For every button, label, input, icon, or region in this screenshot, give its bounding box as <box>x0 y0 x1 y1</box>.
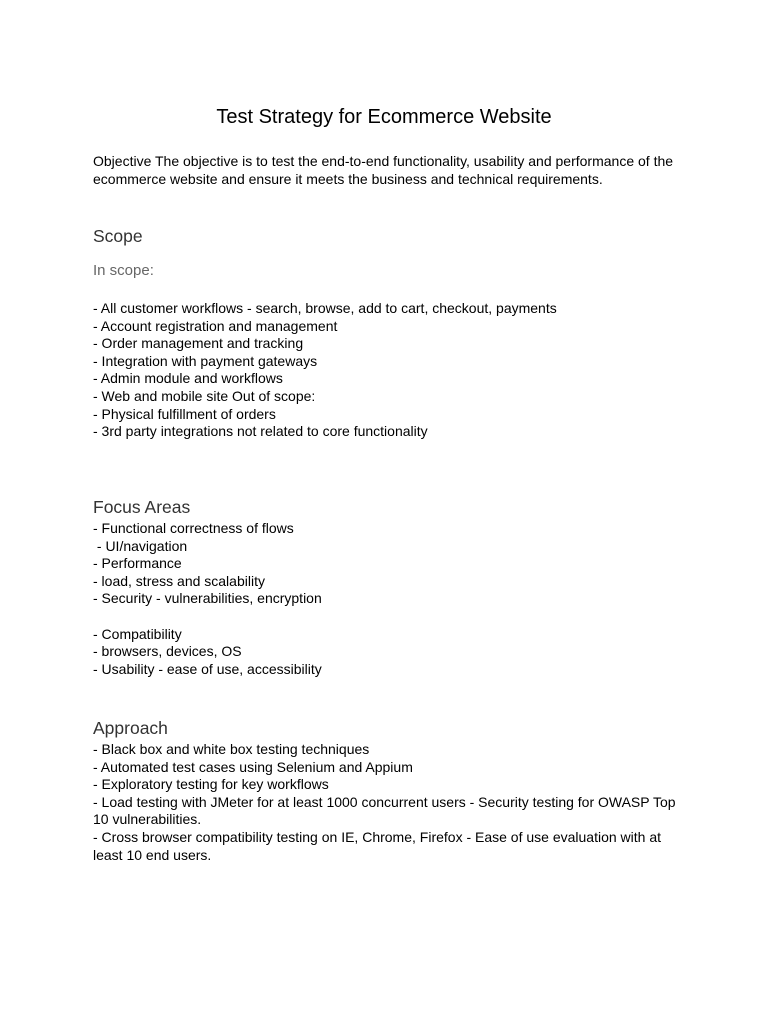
list-item: - Performance <box>93 555 182 572</box>
list-item: - Admin module and workflows <box>93 370 283 387</box>
list-item: - Compatibility <box>93 625 182 642</box>
list-item: - 3rd party integrations not related to core functionality <box>93 423 428 440</box>
list-item: - UI/navigation <box>93 537 188 554</box>
scope-heading: Scope <box>93 226 143 246</box>
list-item: - Order management and tracking <box>93 335 304 352</box>
list-item: - Automated test cases using Selenium and Appium <box>93 758 413 775</box>
list-item: - Black box and white box testing techniques <box>93 741 370 757</box>
list-item: - Security - vulnerabilities, encryption <box>93 590 322 607</box>
list-item: - Physical fulfillment of orders <box>93 405 276 422</box>
list-item: - browsers, devices, OS <box>93 643 242 660</box>
list-item: - All customer workflows - search, browse, add to cart, checkout, payments <box>93 300 557 316</box>
focus-areas-list <box>93 520 683 678</box>
list-item: - Exploratory testing for key workflows <box>93 776 329 793</box>
list-item: - load, stress and scalability <box>93 572 265 589</box>
list-item: - Functional correctness of flows <box>93 520 294 536</box>
objective-paragraph: Objective The objective is to test the end-to-end functionality, usability and performance of the ecommerce website and ensure it meets the business and technical requirements. <box>93 153 674 187</box>
list-item: - Usability - ease of use, accessibility <box>93 660 322 677</box>
in-scope-subheading: In scope: <box>93 262 154 279</box>
list-item: - Account registration and management <box>93 317 338 334</box>
approach-heading: Approach <box>93 718 168 738</box>
document-title: Test Strategy for Ecommerce Website <box>216 106 552 128</box>
list-item: - Web and mobile site Out of scope: <box>93 387 316 404</box>
list-item: - Cross browser compatibility testing on IE, Chrome, Firefox - Ease of use evaluation with at least 10 end users. <box>93 828 665 863</box>
approach-list <box>93 741 683 864</box>
scope-list <box>93 300 683 441</box>
focus-areas-heading: Focus Areas <box>93 497 191 517</box>
list-item: - Load testing with JMeter for at least 1000 concurrent users - Security testing for OWASP Top 10 vulnerabilities. <box>93 793 680 828</box>
list-item: - Integration with payment gateways <box>93 352 318 369</box>
